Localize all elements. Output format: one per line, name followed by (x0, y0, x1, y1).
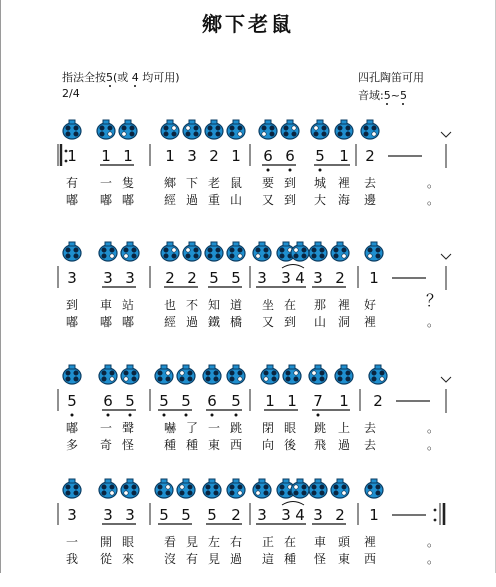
lyric-char: 開 (99, 535, 112, 549)
ocarina-fingering-icon (63, 120, 81, 139)
ocarina-fingering-icon (227, 365, 245, 384)
ocarina-fingering-icon (161, 120, 179, 139)
ocarina-fingering-icon (253, 479, 271, 498)
note-number: 2 (165, 269, 175, 287)
note-number: 5 (159, 392, 169, 410)
note-number: 1 (287, 392, 297, 410)
lyric-char: 鼠 (229, 176, 242, 190)
ocarina-fingering-icon (331, 242, 349, 261)
note-number: 6 (285, 147, 295, 165)
notation-staff (0, 363, 496, 473)
note-number: 1 (339, 392, 349, 410)
lyric-char: 眼 (121, 535, 134, 549)
ocarina-fingering-icon (205, 120, 223, 139)
lyric-char: 見 (207, 552, 220, 566)
ocarina-fingering-icon (203, 365, 221, 384)
lyric-char: 鐵 (207, 315, 220, 329)
lyric-char: 車 (99, 298, 112, 312)
lyric-char: 跳 (313, 421, 326, 435)
slur-arc (282, 502, 304, 506)
ocarina-fingering-icon (99, 365, 117, 384)
octave-dot-below (185, 414, 188, 417)
lyric-char: 多 (65, 438, 78, 452)
ocarina-fingering-icon (121, 365, 139, 384)
note-number: 5 (315, 147, 325, 165)
note-number: 4 (295, 269, 305, 287)
note-number: 1 (265, 392, 275, 410)
fingering-note: 指法全按5(或 4 均可用) (62, 71, 180, 84)
lyric-char: 去 (363, 176, 376, 190)
note-number: 1 (369, 506, 379, 524)
lyric-char: 嘟 (65, 193, 78, 207)
score-system (0, 240, 496, 350)
octave-dot-below (317, 414, 320, 417)
ocarina-fingering-icon (227, 120, 245, 139)
lyric-char: 裡 (363, 535, 376, 549)
ocarina-fingering-icon (261, 365, 279, 384)
lyric-char: 種 (185, 438, 198, 452)
lyric-char: 在 (283, 535, 296, 549)
lyric-char: 又 (261, 193, 274, 207)
lyric-char: 種 (283, 552, 296, 566)
ocarina-fingering-icon (121, 242, 139, 261)
ocarina-fingering-icon (203, 479, 221, 498)
lyric-char: 知 (207, 298, 220, 312)
note-number: 5 (231, 269, 241, 287)
lyric-char: 車 (313, 535, 326, 549)
lyric-end-mark: 。 (426, 535, 439, 549)
note-number: 3 (257, 506, 267, 524)
octave-dot-below (71, 414, 74, 417)
note-number: 3 (67, 506, 77, 524)
ocarina-fingering-icon (99, 479, 117, 498)
lyric-char: 右 (229, 535, 242, 549)
octave-dot-below (129, 414, 132, 417)
note-number: 1 (67, 147, 77, 165)
note-number: 4 (295, 506, 305, 524)
lyric-char: 有 (185, 552, 198, 566)
lyric-char: 裡 (337, 298, 350, 312)
lyric-char: 那 (313, 298, 326, 312)
lyric-char: 海 (337, 193, 350, 207)
lyric-char: 去 (363, 438, 376, 452)
lyric-char: 洞 (337, 315, 350, 329)
ocarina-fingering-icon (311, 120, 329, 139)
lyric-char: 怪 (121, 438, 134, 452)
ocarina-fingering-icon (227, 242, 245, 261)
note-number: 5 (181, 506, 191, 524)
lyric-char: 過 (229, 552, 242, 566)
note-number: 1 (369, 269, 379, 287)
lyric-char: 在 (283, 298, 296, 312)
ocarina-fingering-icon (335, 120, 353, 139)
note-number: 3 (313, 506, 323, 524)
note-number: 5 (231, 392, 241, 410)
lyric-char: 種 (163, 438, 176, 452)
time-signature: 2/4 (62, 87, 80, 100)
octave-dot-below (289, 169, 292, 172)
lyric-char: 沒 (163, 552, 176, 566)
lyric-end-mark: 。 (426, 552, 439, 566)
song-title: 鄉下老鼠 (202, 12, 294, 36)
lyric-char: 過 (185, 315, 198, 329)
note-number: 3 (281, 506, 291, 524)
lyric-char: 嘟 (99, 315, 112, 329)
lyric-char: 閉 (261, 421, 274, 435)
lyric-char: 隻 (121, 176, 134, 190)
lyric-char: 一 (99, 421, 112, 435)
lyric-char: 站 (121, 298, 134, 312)
breath-mark (441, 377, 451, 382)
ocarina-fingering-icon (177, 479, 195, 498)
note-number: 2 (231, 506, 241, 524)
lyric-char: 到 (283, 176, 296, 190)
lyric-end-mark: 。 (426, 438, 439, 452)
lyric-char: 嚇 (163, 421, 176, 435)
slur-arc (282, 265, 304, 269)
note-number: 3 (313, 269, 323, 287)
note-number: 1 (101, 147, 111, 165)
lyric-char: 經 (163, 193, 176, 207)
lyric-char: 大 (313, 193, 326, 207)
notation-staff (0, 240, 496, 350)
lyric-end-mark: ？ (426, 291, 443, 310)
lyric-char: 怪 (313, 552, 326, 566)
lyric-char: 過 (185, 193, 198, 207)
lyric-end-mark: 。 (426, 315, 439, 329)
lyric-char: 山 (229, 193, 242, 207)
note-number: 2 (335, 506, 345, 524)
note-number: 1 (339, 147, 349, 165)
ocarina-fingering-icon (281, 120, 299, 139)
notation-staff (0, 118, 496, 228)
lyric-char: 也 (163, 298, 176, 312)
lyric-char: 向 (261, 438, 274, 452)
lyric-char: 好 (363, 298, 376, 312)
lyric-char: 從 (99, 552, 112, 566)
ocarina-fingering-icon (227, 479, 245, 498)
lyric-char: 要 (261, 176, 274, 190)
range-note: 音域:5~5 (358, 89, 407, 102)
ocarina-fingering-icon (369, 365, 387, 384)
score-system (0, 477, 496, 587)
note-number: 5 (159, 506, 169, 524)
lyric-char: 來 (121, 552, 134, 566)
lyric-char: 這 (261, 552, 274, 566)
octave-dot-below (267, 169, 270, 172)
lyric-char: 道 (229, 298, 242, 312)
lyric-char: 左 (207, 535, 220, 549)
ocarina-fingering-icon (121, 479, 139, 498)
lyric-char: 裡 (337, 176, 350, 190)
lyric-char: 重 (207, 193, 220, 207)
breath-mark (441, 132, 451, 137)
lyric-char: 奇 (99, 438, 112, 452)
note-number: 6 (263, 147, 273, 165)
repeat-dot (434, 509, 437, 512)
note-number: 1 (123, 147, 133, 165)
ocarina-fingering-icon (335, 365, 353, 384)
note-number: 3 (125, 269, 135, 287)
lyric-char: 下 (185, 176, 198, 190)
lyric-char: 又 (261, 315, 274, 329)
note-number: 3 (187, 147, 197, 165)
octave-dot-below (107, 414, 110, 417)
ocarina-fingering-icon (259, 120, 277, 139)
note-number: 3 (67, 269, 77, 287)
score-system (0, 118, 496, 228)
ocarina-fingering-icon (309, 479, 327, 498)
ocarina-fingering-icon (63, 479, 81, 498)
ocarina-fingering-icon (177, 365, 195, 384)
lyric-char: 正 (261, 535, 274, 549)
lyric-char: 橋 (229, 315, 242, 329)
note-number: 3 (103, 506, 113, 524)
lyric-char: 經 (163, 315, 176, 329)
lyric-char: 東 (337, 552, 350, 566)
lyric-char: 一 (207, 421, 220, 435)
note-number: 1 (165, 147, 175, 165)
note-number: 2 (335, 269, 345, 287)
lyric-char: 見 (185, 535, 198, 549)
note-number: 5 (181, 392, 191, 410)
ocarina-fingering-icon (253, 242, 271, 261)
octave-dot-below (211, 414, 214, 417)
breath-mark (441, 254, 451, 259)
ocarina-fingering-icon (365, 242, 383, 261)
ocarina-fingering-icon (63, 242, 81, 261)
note-number: 3 (281, 269, 291, 287)
ocarina-fingering-icon (119, 120, 137, 139)
lyric-char: 去 (363, 421, 376, 435)
lyric-char: 上 (337, 421, 350, 435)
lyric-char: 到 (283, 193, 296, 207)
ocarina-fingering-icon (97, 120, 115, 139)
ocarina-fingering-icon (365, 479, 383, 498)
note-number: 5 (125, 392, 135, 410)
ocarina-fingering-icon (155, 365, 173, 384)
note-number: 5 (209, 269, 219, 287)
lyric-char: 飛 (313, 438, 326, 452)
lyric-char: 一 (99, 176, 112, 190)
lyric-char: 嘟 (65, 421, 78, 435)
lyric-char: 西 (229, 438, 242, 452)
lyric-end-mark: 。 (426, 176, 439, 190)
lyric-char: 我 (65, 552, 78, 566)
note-number: 3 (257, 269, 267, 287)
instrument-note: 四孔陶笛可用 (358, 71, 424, 84)
note-number: 6 (207, 392, 217, 410)
lyric-char: 西 (363, 552, 376, 566)
note-number: 6 (103, 392, 113, 410)
ocarina-fingering-icon (309, 242, 327, 261)
ocarina-fingering-icon (155, 479, 173, 498)
note-number: 5 (207, 506, 217, 524)
ocarina-fingering-icon (183, 242, 201, 261)
lyric-char: 到 (65, 298, 78, 312)
lyric-char: 跳 (229, 421, 242, 435)
lyric-char: 後 (283, 438, 296, 452)
lyric-char: 嘟 (99, 193, 112, 207)
lyric-char: 鄉 (163, 176, 176, 190)
lyric-char: 老 (207, 176, 220, 190)
lyric-char: 坐 (261, 298, 274, 312)
lyric-char: 裡 (363, 315, 376, 329)
ocarina-fingering-icon (205, 242, 223, 261)
lyric-char: 嘟 (121, 315, 134, 329)
ocarina-fingering-icon (361, 120, 379, 139)
note-number: 2 (209, 147, 219, 165)
note-number: 5 (67, 392, 77, 410)
note-number: 1 (231, 147, 241, 165)
lyric-end-mark: 。 (426, 421, 439, 435)
ocarina-fingering-icon (291, 242, 309, 261)
lyric-char: 頭 (337, 535, 350, 549)
note-number: 2 (373, 392, 383, 410)
ocarina-fingering-icon (99, 242, 117, 261)
notation-staff (0, 477, 496, 587)
lyric-char: 看 (163, 535, 176, 549)
ocarina-fingering-icon (291, 479, 309, 498)
octave-dot-below (163, 414, 166, 417)
lyric-char: 過 (337, 438, 350, 452)
ocarina-fingering-icon (331, 479, 349, 498)
lyric-char: 嘟 (65, 315, 78, 329)
lyric-char: 邊 (363, 193, 376, 207)
ocarina-fingering-icon (183, 120, 201, 139)
note-number: 3 (125, 506, 135, 524)
lyric-char: 眼 (283, 421, 296, 435)
lyric-char: 到 (283, 315, 296, 329)
repeat-dot (434, 519, 437, 522)
octave-dot-below (319, 169, 322, 172)
lyric-char: 有 (65, 176, 78, 190)
lyric-char: 山 (313, 315, 326, 329)
lyric-char: 東 (207, 438, 220, 452)
lyric-char: 了 (185, 421, 198, 435)
lyric-char: 聲 (121, 421, 134, 435)
ocarina-fingering-icon (63, 365, 81, 384)
note-number: 2 (187, 269, 197, 287)
ocarina-fingering-icon (283, 365, 301, 384)
score-system (0, 363, 496, 473)
octave-dot-below (235, 414, 238, 417)
note-number: 2 (365, 147, 375, 165)
ocarina-fingering-icon (161, 242, 179, 261)
lyric-end-mark: 。 (426, 193, 439, 207)
ocarina-fingering-icon (309, 365, 327, 384)
lyric-char: 一 (65, 535, 78, 549)
lyric-char: 嘟 (121, 193, 134, 207)
note-number: 7 (313, 392, 323, 410)
note-number: 3 (103, 269, 113, 287)
lyric-char: 城 (313, 176, 326, 190)
lyric-char: 不 (185, 298, 198, 312)
